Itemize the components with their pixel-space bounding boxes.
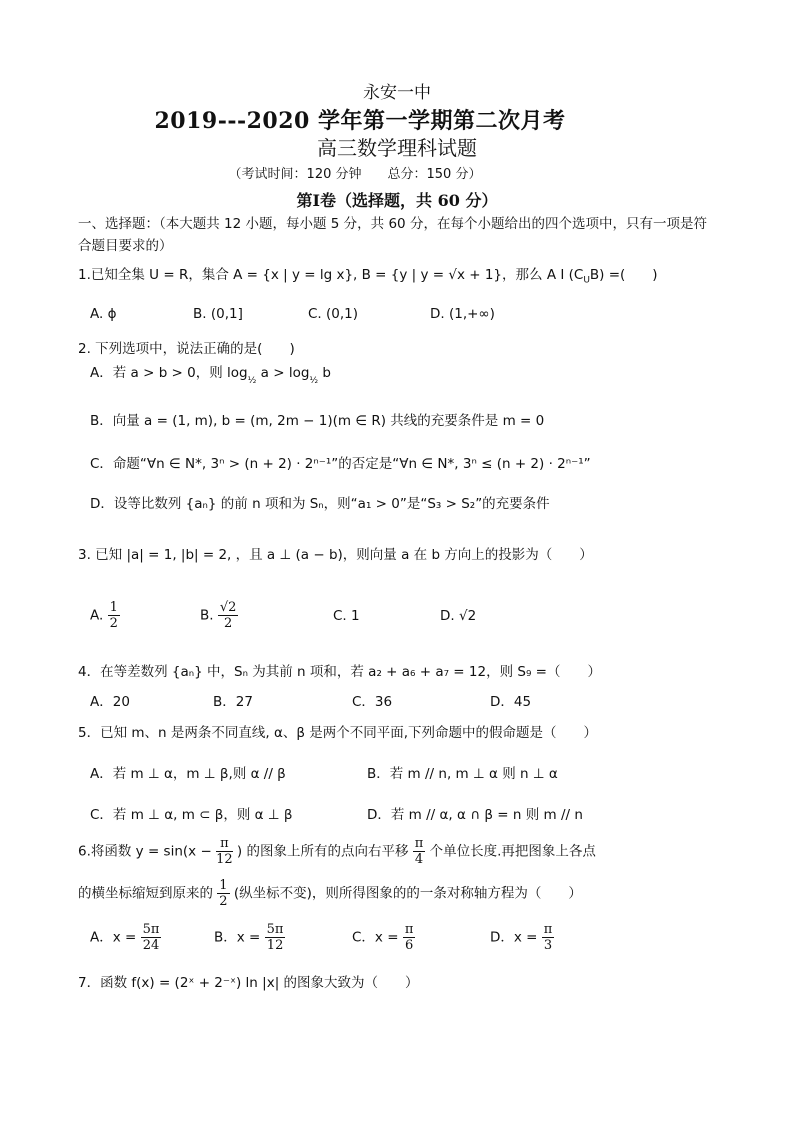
q6-option-c [352, 922, 415, 953]
q6-c-den: 6 [404, 938, 414, 953]
q6-stem-num: π [216, 836, 233, 852]
q6-shift-num: π [414, 836, 424, 851]
q2-a-part1: A．若 a > b > 0，则 log [90, 365, 248, 381]
q3-option-a [90, 600, 120, 631]
q6-b-label: B．x = [214, 929, 261, 946]
q6-a-label: A．x = [90, 929, 137, 946]
q1-stem-tail: B) =( ) [589, 267, 658, 283]
q1-option-c: C. (0,1) [308, 306, 359, 322]
q6-a-num: 5π [142, 922, 160, 937]
q5-option-a: A．若 m ⊥ α，m ⊥ β,则 α // β [90, 766, 286, 782]
q6-stem-den: 12 [216, 852, 233, 867]
section-intro-line2: 合题目要求的） [78, 238, 173, 254]
q6-d-fraction [542, 922, 555, 953]
q1-stem-text: 1.已知全集 U = R，集合 A = {x | y = lg x}, B = {y | y = √x + 1}，那么 A I (C [78, 267, 584, 283]
q1-option-a: A. ϕ [90, 306, 117, 322]
q6-shift-den: 4 [414, 852, 424, 867]
q1-sub: U [583, 275, 590, 286]
q5-stem: 5．已知 m、n 是两条不同直线, α、β 是两个不同平面,下列命题中的假命题是（ ） [78, 725, 598, 741]
q3-stem: 3. 已知 |a| = 1, |b| = 2, ，且 a ⊥ (a − b)，则向量 a 在 b 方向上的投影为（ ） [78, 547, 593, 563]
q6-c-fraction [403, 922, 416, 953]
q6-b-num: 5π [266, 922, 284, 937]
q3-b-num: √2 [219, 600, 237, 615]
q6-stem [78, 836, 596, 867]
q6-option-a [90, 922, 161, 953]
q1-option-b: B. (0,1] [193, 306, 243, 322]
subject-title: 高三数学理科试题 [317, 136, 477, 160]
q5-option-c: C．若 m ⊥ α, m ⊂ β，则 α ⊥ β [90, 807, 293, 823]
q6-d-label: D．x = [490, 929, 538, 946]
q6-option-d [490, 922, 554, 953]
q1-option-d: D. (1,+∞) [430, 306, 495, 322]
q6-line2-a: 的横坐标缩短到原来的 [78, 885, 213, 902]
q6-d-den: 3 [543, 938, 553, 953]
school-name: 永安一中 [363, 83, 431, 103]
q3-b-fraction [218, 600, 239, 631]
q2-a-part3: b [318, 365, 332, 381]
q6-shift-fraction [413, 836, 426, 867]
q6-half-num: 1 [219, 878, 228, 893]
section-intro-line1: 一、选择题：（本大题共 12 小题，每小题 5 分，共 60 分，在每个小题给出的四个选项中，只有一项是符 [78, 216, 707, 232]
q6-c-label: C．x = [352, 929, 399, 946]
q2-stem: 2. 下列选项中，说法正确的是( ) [78, 341, 295, 357]
q2-option-d: D．设等比数列 {aₙ} 的前 n 项和为 Sₙ，则“a₁ > 0”是“S₃ > S₂”的充要条件 [90, 496, 550, 512]
q6-a-den: 24 [142, 938, 160, 953]
q3-a-fraction [108, 600, 120, 631]
q7-stem: 7．函数 f(x) = (2ˣ + 2⁻ˣ) ln |x| 的图象大致为（ ） [78, 975, 419, 991]
q6-b-fraction [265, 922, 286, 953]
q3-a-label: A. [90, 607, 104, 624]
exam-meta: （考试时间：120 分钟 总分：150 分） [228, 167, 482, 182]
q3-option-c: C. 1 [333, 608, 360, 624]
q6-stem-c: 个单位长度.再把图象上各点 [429, 843, 596, 860]
q5-option-d: D．若 m // α, α ∩ β = n 则 m // n [367, 807, 583, 823]
q6-line2 [78, 878, 582, 909]
q2-a-base1: ½ [247, 376, 257, 386]
q6-stem-b: ) 的图象上所有的点向右平移 [236, 843, 409, 860]
q4-option-c: C．36 [352, 694, 393, 710]
q5-option-b: B．若 m // n, m ⊥ α 则 n ⊥ α [367, 766, 558, 782]
q4-option-b: B．27 [213, 694, 253, 710]
q4-option-d: D．45 [490, 694, 532, 710]
q6-a-fraction [141, 922, 162, 953]
q2-a-base2: ½ [309, 376, 319, 386]
q4-stem: 4．在等差数列 {aₙ} 中，Sₙ 为其前 n 项和，若 a₂ + a₆ + a₇ = 12，则 S₉ =（ ） [78, 664, 601, 680]
q6-b-den: 12 [266, 938, 284, 953]
q1-stem [78, 263, 658, 286]
q6-option-b [214, 922, 285, 953]
q6-line2-b: (纵坐标不变)，则所得图象的的一条对称轴方程为（ ） [233, 885, 582, 902]
q3-b-den: 2 [224, 616, 233, 631]
q3-option-d: D. √2 [440, 608, 477, 624]
q6-d-num: π [543, 922, 553, 937]
q2-a-part2: a > log [256, 365, 310, 381]
q6-half-fraction [217, 878, 229, 909]
q3-option-b [200, 600, 238, 631]
exam-title: 2019---2020 学年第一学期第二次月考 [154, 108, 566, 134]
q2-option-c: C．命题“∀n ∈ N*, 3ⁿ > (n + 2) · 2ⁿ⁻¹”的否定是“∀n ∈ N*, 3ⁿ ≤ (n + 2) · 2ⁿ⁻¹” [90, 456, 591, 472]
q6-c-num: π [404, 922, 414, 937]
q6-stem-fraction [216, 836, 233, 867]
q4-option-a: A．20 [90, 694, 130, 710]
part-title: 第Ⅰ卷（选择题，共 60 分） [296, 191, 498, 210]
q6-stem-a: 6.将函数 y = sin(x − [78, 843, 212, 860]
q3-a-num: 1 [109, 600, 118, 615]
q2-option-b: B．向量 a = (1, m), b = (m, 2m − 1)(m ∈ R) 共线的充要条件是 m = 0 [90, 413, 545, 429]
q3-b-label: B. [200, 607, 214, 624]
q6-half-den: 2 [219, 894, 228, 909]
q3-a-den: 2 [109, 616, 118, 631]
q2-option-a [90, 361, 331, 386]
